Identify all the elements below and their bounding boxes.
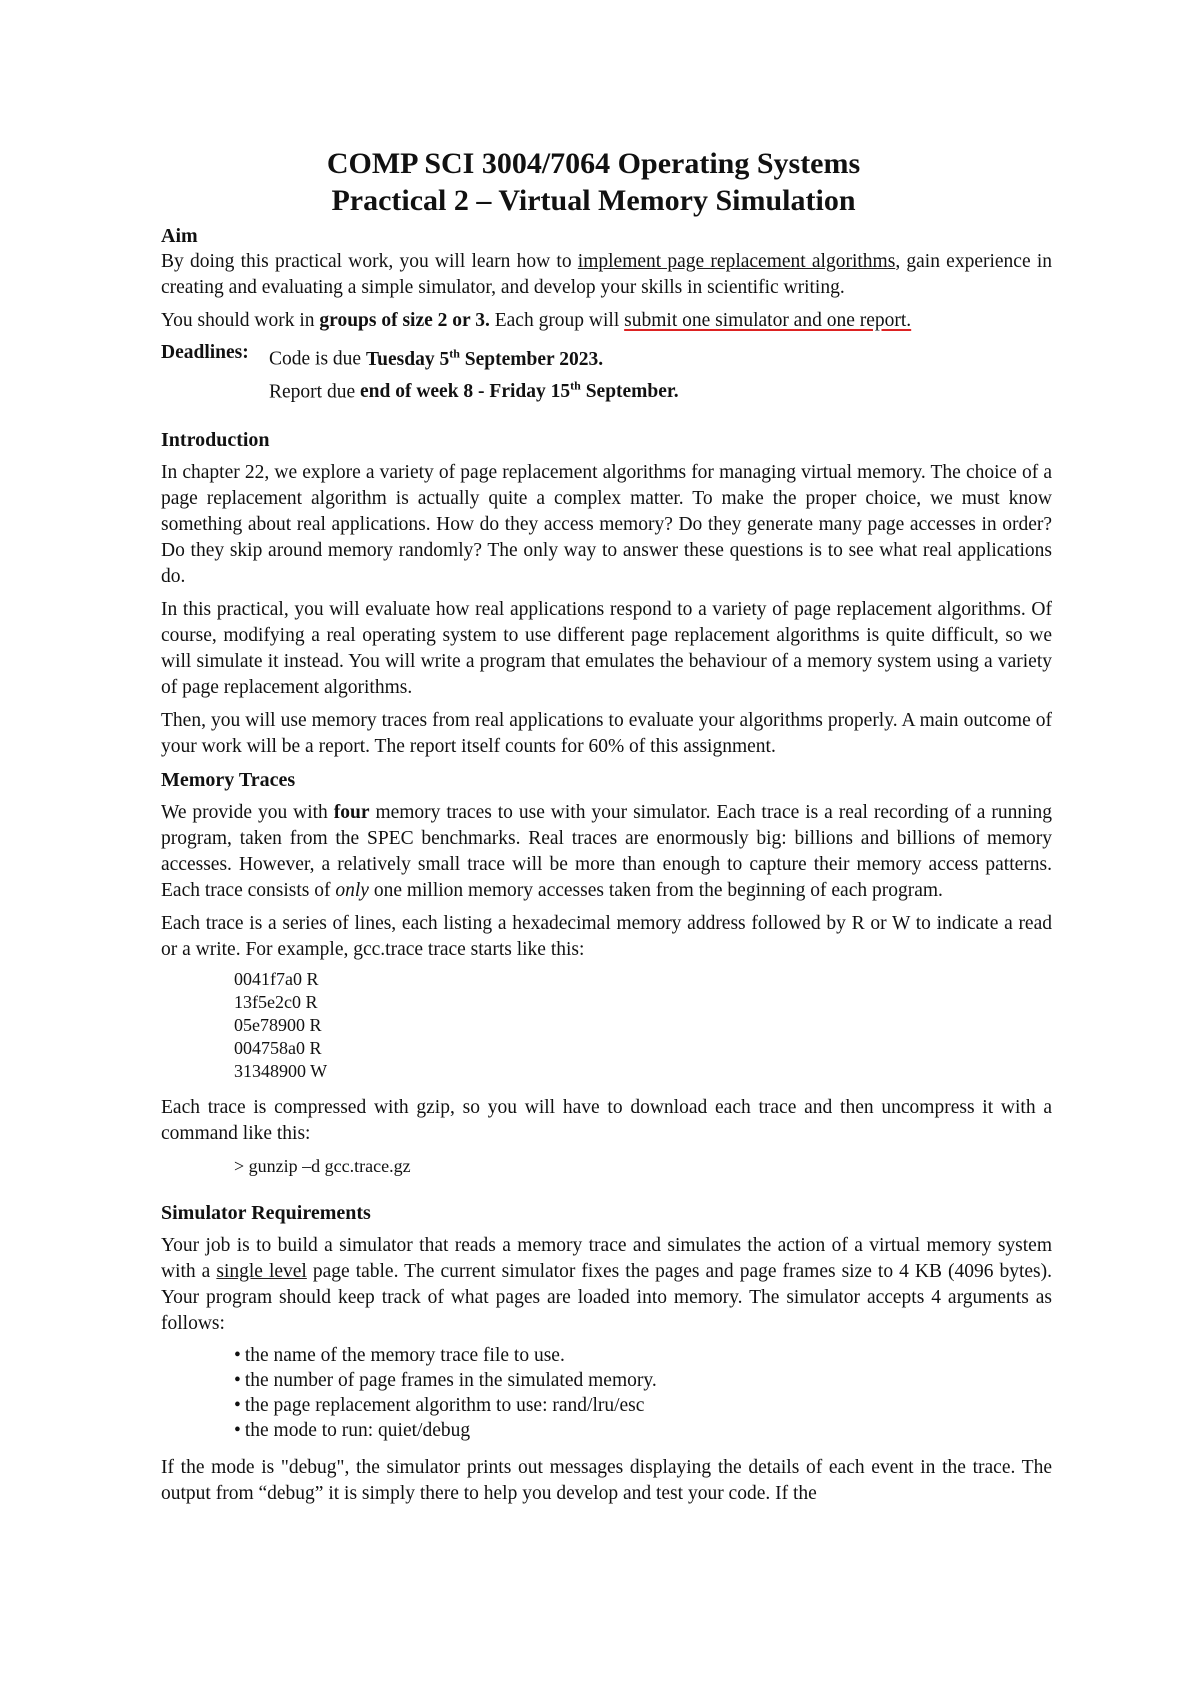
intro-paragraph-2: In this practical, you will evaluate how real applications respond to a variety of page replacement algorithms. Of course, modifying a real operating system to use different page replacement algorithms is quite difficult, so we will simulate it instead. You will write a program that emulates the behaviour of a memory system using a variety of page replacement algorithms. [161,599,1052,698]
traces-text-2: memory traces to use with your simulator. Each trace is a real recording of a running program, taken from the SPEC benchmarks. Real traces are enormously big: billions and billions of memory accesses. However, a relatively small trace will be more than enough to capture their memory access patterns. Each trace consists of [161,802,1052,901]
traces-text-1: We provide you with [161,802,334,823]
traces-text-3: one million memory accesses taken from the beginning of each program. [368,880,943,901]
list-item: • the number of page frames in the simulated memory. [234,1368,1052,1393]
aim-section [161,223,1052,405]
simulator-text-1: Your job is to build a simulator that reads a memory trace and simulates the action of a virtual memory system with a [161,1235,1052,1282]
simulator-requirements-heading: Simulator Requirements [161,1202,371,1224]
gunzip-command: > gunzip –d gcc.trace.gz [234,1156,411,1176]
trace-line: 05e78900 R [234,1015,322,1035]
traces-italic-only: only [335,880,369,901]
list-item: • the mode to run: quiet/debug [234,1418,1052,1443]
title-line-1: COMP SCI 3004/7064 Operating Systems [326,147,861,180]
trace-example [161,968,1052,1083]
document-title [135,145,1052,219]
introduction-heading: Introduction [161,429,270,451]
report-deadline-date [359,378,679,402]
single-level-underlined: single level [216,1261,307,1282]
simulator-requirements-section [161,1200,1052,1507]
report-deadline-rest: September. [580,381,679,402]
report-deadline-sup: th [570,378,581,393]
group-text-2: Each group will [489,310,625,331]
group-paragraph [161,308,1052,334]
traces-paragraph-2: Each trace is a series of lines, each listing a hexadecimal memory address followed by R or W to indicate a read or a write. For example, gcc.trace trace starts like this: [161,913,1052,960]
traces-paragraph-1 [161,800,1052,904]
aim-text-2: , gain experience in creating and evaluating a simple simulator, and develop your skills in scientific writing. [161,251,1052,298]
simulator-text-2: page table. The current simulator fixes the pages and page frames size to 4 KB (4096 bytes). Your program should keep track of what pages are loaded into memory. The simulator accepts 4 arguments as follows: [161,1261,1052,1334]
trace-line: 0041f7a0 R [234,969,319,989]
aim-paragraph [161,249,1052,301]
code-deadline-sup: th [449,346,460,360]
intro-paragraph-3: Then, you will use memory traces from real applications to evaluate your algorithms properly. A main outcome of your work will be a report. The report itself counts for 60% of this assignment. [161,710,1052,757]
title-line-2: Practical 2 – Virtual Memory Simulation [331,184,856,217]
aim-underlined-text: implement page replacement algorithms [577,251,896,272]
report-deadline-prefix: Report due [269,381,360,402]
submission-red-underlined: submit one simulator and one report. [624,310,912,331]
list-item: • the page replacement algorithm to use: rand/lru/esc [234,1393,1052,1418]
code-deadline-date [365,346,604,370]
code-deadline-prefix: Code is due [269,348,366,370]
intro-paragraph-1: In chapter 22, we explore a variety of page replacement algorithms for managing virtual memory. The choice of a page replacement algorithm is actually quite a complex matter. To make the proper choice, we must know something about real applications. How do they access memory? Do they generate many page accesses in order? Do they skip around memory randomly? The only way to answer these questions is to see what real applications do. [161,462,1052,587]
trace-line: 004758a0 R [234,1038,322,1058]
list-item: • the name of the memory trace file to use. [234,1343,1052,1368]
simulator-paragraph-2: If the mode is "debug", the simulator prints out messages displaying the details of each event in the trace. The output from “debug” it is simply there to help you develop and test your code. If the [161,1457,1052,1504]
trace-line: 13f5e2c0 R [234,992,318,1012]
code-deadline [269,340,1052,373]
simulator-paragraph-1 [161,1233,1052,1337]
group-size-bold: groups of size 2 or 3. [319,310,490,331]
deadlines-block [161,340,1052,405]
memory-traces-heading: Memory Traces [161,769,296,791]
code-deadline-rest: September 2023. [459,348,604,370]
aim-heading: Aim [161,225,198,247]
traces-bold-four: four [333,802,370,823]
memory-traces-section [161,767,1052,1178]
traces-paragraph-3: Each trace is compressed with gzip, so you will have to download each trace and then uncompress it with a command like this: [161,1097,1052,1144]
code-deadline-day: Tuesday 5 [365,348,450,370]
group-text-1: You should work in [161,310,320,331]
report-deadline-day: end of week 8 - Friday 15 [359,381,571,402]
introduction-section [161,427,1052,760]
report-deadline [269,373,1052,406]
trace-line: 31348900 W [234,1061,328,1081]
simulator-arguments-list [161,1343,1052,1443]
deadlines-label: Deadlines: [161,342,249,363]
aim-text-1: By doing this practical work, you will learn how to [161,251,578,272]
